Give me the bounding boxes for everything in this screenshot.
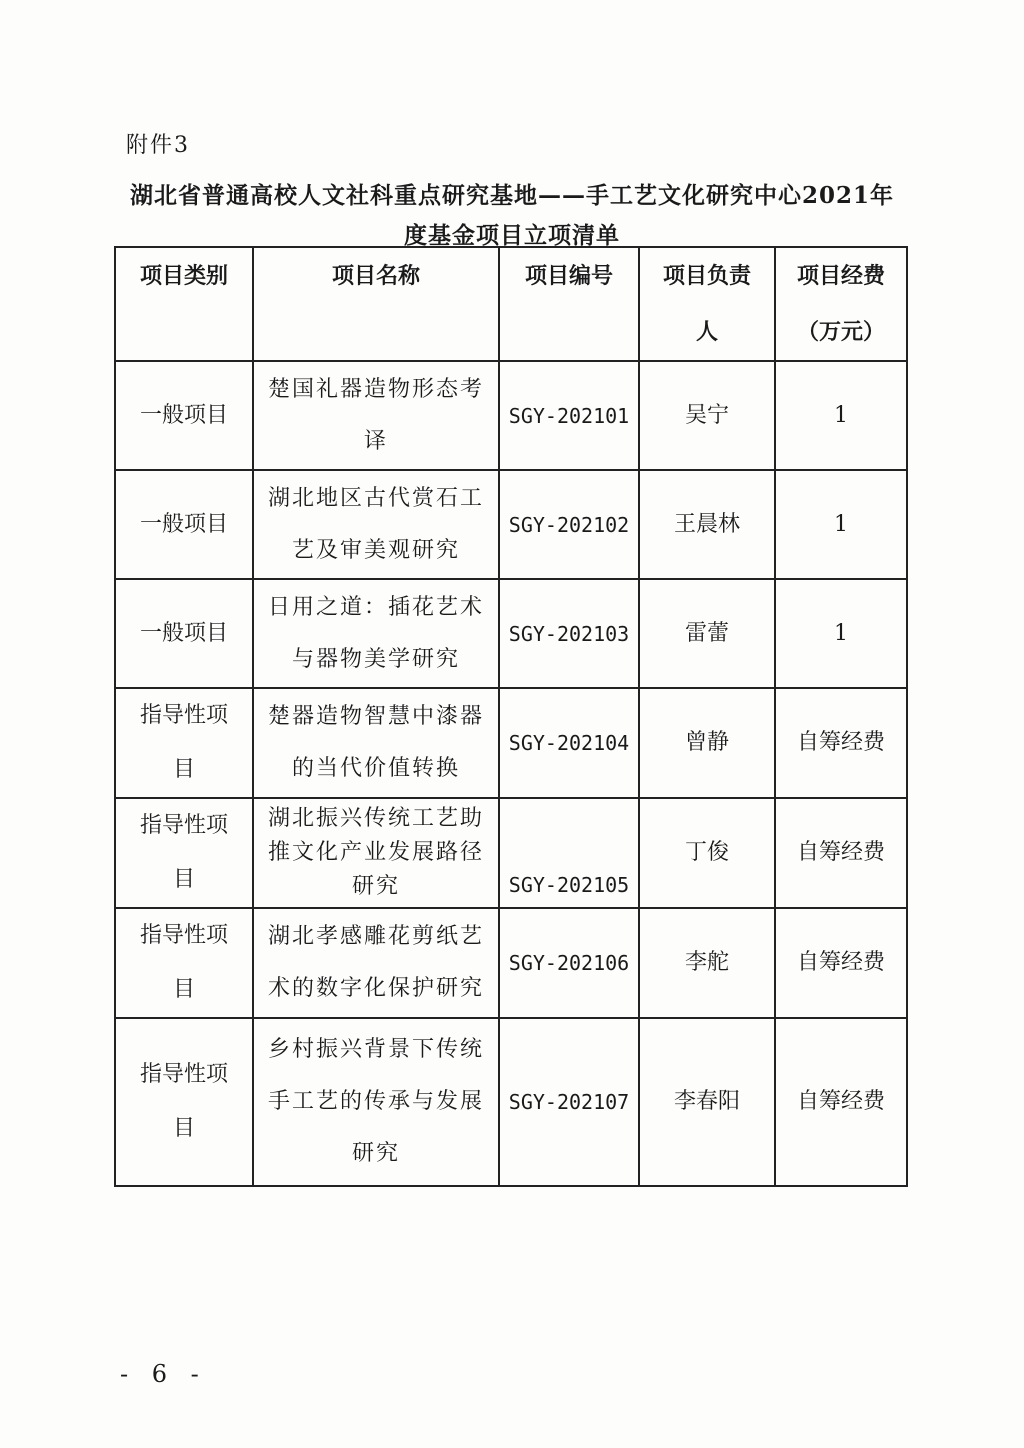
cell-leader: 李春阳: [639, 1018, 775, 1186]
header-code: 项目编号: [499, 247, 639, 361]
table-header-row: [115, 247, 907, 361]
attachment-label: 附件3: [126, 133, 190, 158]
cell-leader: 曾静: [639, 688, 775, 798]
cell-category: 一般项目: [115, 579, 253, 688]
cell-category: 指导性项目: [115, 1018, 253, 1186]
cell-funding: 自筹经费: [775, 688, 907, 798]
table-row: [115, 908, 907, 1018]
cell-funding: 1: [775, 579, 907, 688]
cell-leader: 吴宁: [639, 361, 775, 470]
table-row: [115, 361, 907, 470]
header-name: 项目名称: [253, 247, 499, 361]
cell-project-name: 湖北地区古代赏石工艺及审美观研究: [253, 470, 499, 579]
header-leader: 项目负责人: [639, 247, 775, 361]
project-table: [114, 246, 908, 1187]
cell-category: 指导性项目: [115, 688, 253, 798]
cell-project-code: SGY-202103: [499, 579, 639, 688]
cell-funding: 1: [775, 470, 907, 579]
table-row: [115, 798, 907, 908]
cell-leader: 王晨林: [639, 470, 775, 579]
cell-project-code: SGY-202105: [499, 798, 639, 908]
cell-project-name: 乡村振兴背景下传统手工艺的传承与发展研究: [253, 1018, 499, 1186]
cell-funding: 1: [775, 361, 907, 470]
cell-project-code: SGY-202101: [499, 361, 639, 470]
title-line-2: 度基金项目立项清单: [404, 222, 620, 249]
cell-category: 指导性项目: [115, 798, 253, 908]
cell-project-name: 日用之道：插花艺术与器物美学研究: [253, 579, 499, 688]
header-funding: 项目经费（万元）: [775, 247, 907, 361]
cell-category: 指导性项目: [115, 908, 253, 1018]
document-title: [112, 176, 912, 256]
cell-leader: 李舵: [639, 908, 775, 1018]
cell-funding: 自筹经费: [775, 1018, 907, 1186]
cell-funding: 自筹经费: [775, 798, 907, 908]
cell-category: 一般项目: [115, 361, 253, 470]
cell-funding: 自筹经费: [775, 908, 907, 1018]
table-row: [115, 1018, 907, 1186]
page-number: - 6 -: [120, 1360, 207, 1388]
table-row: [115, 579, 907, 688]
cell-project-name: 湖北振兴传统工艺助推文化产业发展路径研究: [253, 798, 499, 908]
cell-project-name: 楚国礼器造物形态考译: [253, 361, 499, 470]
table-row: [115, 470, 907, 579]
cell-project-name: 湖北孝感雕花剪纸艺术的数字化保护研究: [253, 908, 499, 1018]
cell-project-code: SGY-202104: [499, 688, 639, 798]
cell-project-code: SGY-202107: [499, 1018, 639, 1186]
cell-leader: 丁俊: [639, 798, 775, 908]
cell-project-code: SGY-202102: [499, 470, 639, 579]
title-line-1: 湖北省普通高校人文社科重点研究基地——手工艺文化研究中心2021年: [129, 182, 894, 209]
cell-leader: 雷蕾: [639, 579, 775, 688]
cell-project-name: 楚器造物智慧中漆器的当代价值转换: [253, 688, 499, 798]
cell-project-code: SGY-202106: [499, 908, 639, 1018]
table-row: [115, 688, 907, 798]
header-category: 项目类别: [115, 247, 253, 361]
cell-category: 一般项目: [115, 470, 253, 579]
